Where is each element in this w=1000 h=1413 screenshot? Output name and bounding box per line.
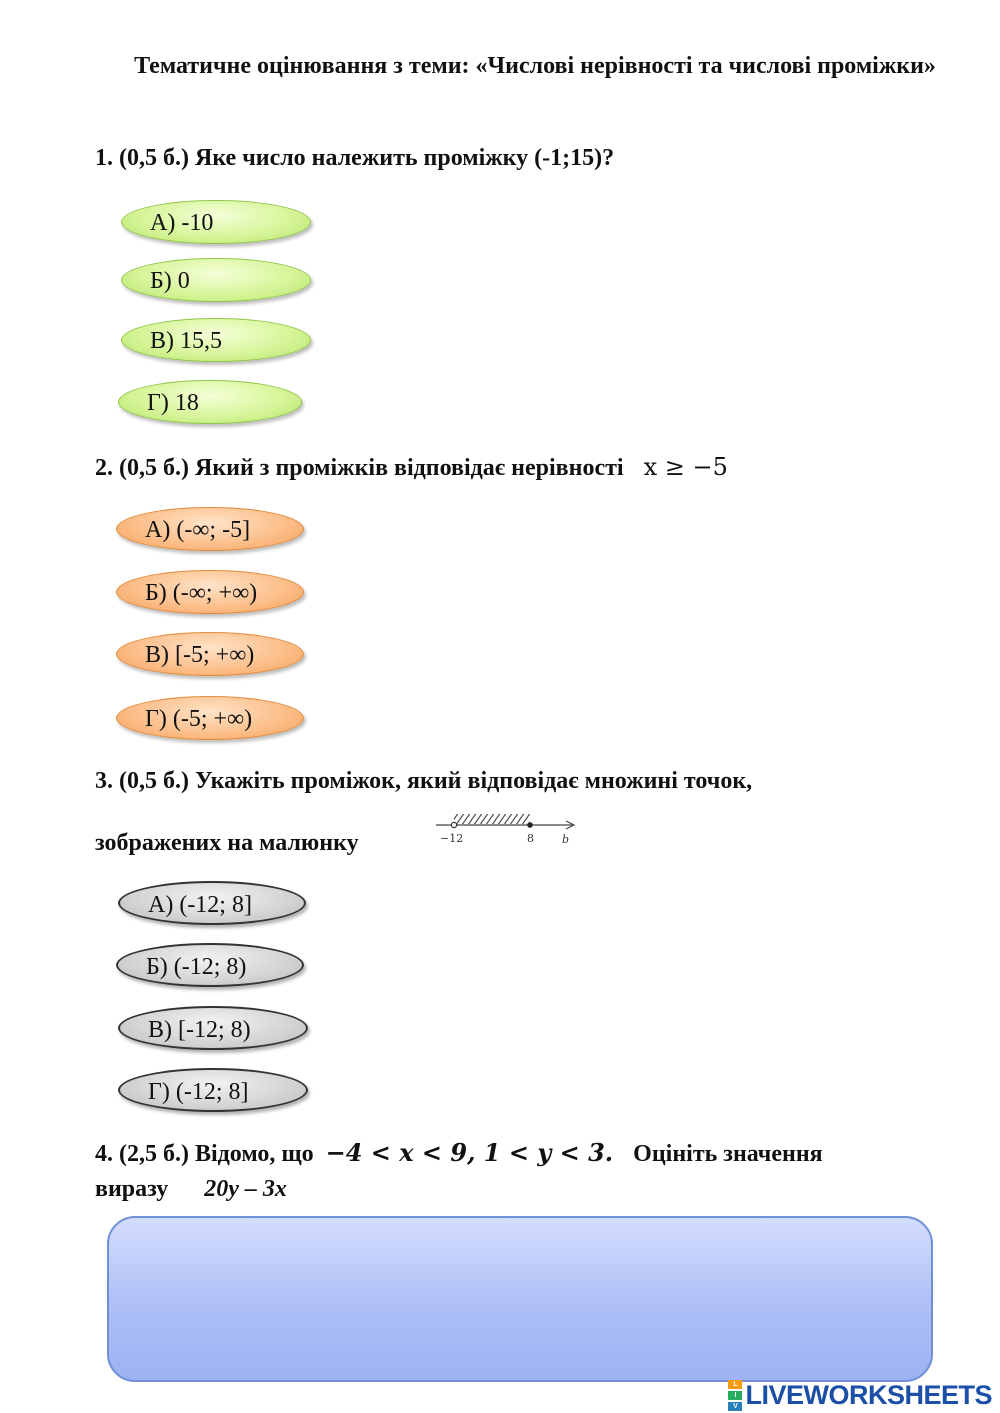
number-line-left-label: −12 <box>440 832 464 845</box>
question-4-line1 <box>95 1138 823 1169</box>
q1-option-b[interactable]: Б) 0 <box>121 258 311 302</box>
answer-input-box[interactable] <box>107 1216 933 1382</box>
q2-option-c[interactable]: В) [-5; +∞) <box>116 632 304 676</box>
question-1-text: 1. (0,5 б.) Яке число належить проміжку (-1;15)? <box>95 145 615 171</box>
question-4-prefix: 4. (2,5 б.) Відомо, що <box>95 1141 314 1167</box>
logo-letter-i: I <box>728 1391 742 1400</box>
logo-letter-v: V <box>728 1402 742 1411</box>
liveworksheets-brand <box>728 1378 992 1412</box>
number-line-hatching <box>454 814 530 824</box>
question-3-line1: 3. (0,5 б.) Укажіть проміжок, який відповідає множині точок, <box>95 768 753 794</box>
brand-name: LIVEWORKSHEETS <box>745 1379 992 1410</box>
number-line-figure <box>432 812 582 848</box>
question-4-condition: −4 < x < 9, 1 < y < 3. <box>325 1138 614 1167</box>
question-3-line2: зображених на малюнку <box>95 830 359 856</box>
question-2-text <box>95 452 728 483</box>
question-4-expression-label: виразу <box>95 1176 169 1202</box>
q3-option-b[interactable]: Б) (-12; 8) <box>116 943 304 987</box>
filled-point-right <box>527 822 533 828</box>
number-line-axis-label: b <box>562 833 570 846</box>
q1-option-a[interactable]: А) -10 <box>121 200 311 244</box>
q3-option-d[interactable]: Г) (-12; 8] <box>118 1068 308 1112</box>
question-2-label: 2. (0,5 б.) Який з проміжків відповідає нерівності <box>95 455 624 481</box>
q2-option-b[interactable]: Б) (-∞; +∞) <box>116 570 304 614</box>
q1-option-c[interactable]: В) 15,5 <box>121 318 311 362</box>
open-point-left <box>451 822 456 827</box>
q1-option-d[interactable]: Г) 18 <box>118 380 302 424</box>
question-2-math: x ≥ −5 <box>643 453 728 481</box>
question-4-line2 <box>95 1174 287 1204</box>
logo-letter-l: L <box>728 1380 742 1389</box>
q3-option-a[interactable]: А) (-12; 8] <box>118 881 306 925</box>
page-title: Тематичне оцінювання з теми: «Числові нерівності та числові проміжки» <box>134 53 936 79</box>
number-line-right-label: 8 <box>527 832 534 845</box>
question-4-suffix: Оцініть значення <box>633 1141 823 1167</box>
q3-option-c[interactable]: В) [-12; 8) <box>118 1006 308 1050</box>
q2-option-d[interactable]: Г) (-5; +∞) <box>116 696 304 740</box>
q2-option-a[interactable]: А) (-∞; -5] <box>116 507 304 551</box>
liveworksheets-logo-icon <box>728 1379 742 1412</box>
question-4-expression: 20y – 3x <box>204 1176 287 1202</box>
